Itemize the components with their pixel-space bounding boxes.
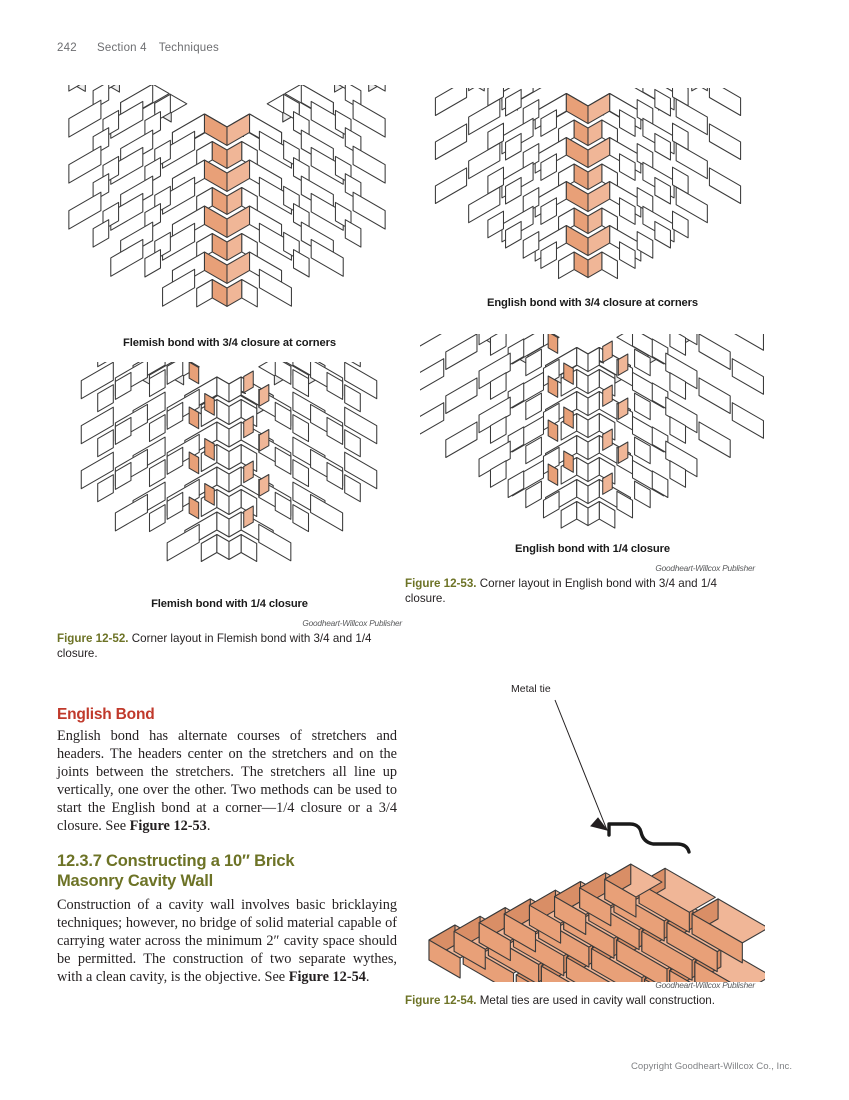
figure-12-52-panel-b-label: Flemish bond with 1/4 closure bbox=[151, 598, 308, 610]
figure-12-54-caption bbox=[405, 993, 755, 1008]
english-bond-figure-ref: Figure 12-53 bbox=[129, 818, 207, 835]
cavity-wall-paragraph-end: . bbox=[365, 968, 370, 985]
flemish-bond-14-closure-illustration bbox=[57, 362, 402, 594]
figure-12-52-caption-block bbox=[57, 618, 402, 662]
figure-12-52-credit: Goodheart-Willcox Publisher bbox=[302, 618, 402, 628]
cavity-wall-paragraph bbox=[57, 896, 397, 986]
english-bond-paragraph-text: English bond has alternate courses of stretchers and headers. The headers center on the stretchers and on the joints between the stretchers. The stretchers all line up vertically, one over the other. Two methods can be used to start the English bond at a corner—1/4 closure or a 3/4 closure. See bbox=[57, 728, 397, 835]
cavity-wall-section bbox=[57, 852, 397, 986]
figure-12-53-panel-a bbox=[420, 88, 765, 309]
figure-12-53-credit: Goodheart-Willcox Publisher bbox=[655, 563, 755, 573]
figure-12-52-caption-text: Corner layout in Flemish bond with 3/4 and 1/4 closure. bbox=[57, 632, 372, 661]
english-bond-paragraph bbox=[57, 727, 397, 835]
figure-12-53-caption bbox=[405, 576, 755, 607]
metal-tie-label: Metal tie bbox=[511, 683, 551, 695]
flemish-bond-34-closure-illustration bbox=[57, 85, 402, 333]
figure-12-54-number: Figure 12-54. bbox=[405, 994, 477, 1007]
page-number: 242 bbox=[57, 42, 77, 54]
cavity-wall-figure-ref: Figure 12-54 bbox=[288, 968, 366, 985]
cavity-wall-heading-line2: Masonry Cavity Wall bbox=[57, 871, 214, 890]
english-bond-section bbox=[57, 706, 397, 835]
figure-12-54-credit: Goodheart-Willcox Publisher bbox=[655, 980, 755, 990]
cavity-wall-paragraph-text: Construction of a cavity wall involves basic bricklaying techniques; however, no bridge of solid material capable of carrying water across the minimum 2″ cavity space should be permitted. The construction of two separate wythes, with a clean cavity, is the objective. See bbox=[57, 896, 397, 985]
figure-12-52-panel-a bbox=[57, 85, 402, 349]
figure-12-52-caption bbox=[57, 631, 402, 662]
figure-12-54-panel bbox=[415, 672, 765, 982]
english-bond-14-closure-illustration bbox=[420, 334, 765, 539]
figure-12-53-caption-block bbox=[405, 563, 755, 607]
figure-12-53-panel-b-label: English bond with 1/4 closure bbox=[515, 543, 670, 555]
english-bond-paragraph-end: . bbox=[206, 818, 211, 835]
cavity-wall-heading-line1: 12.3.7 Constructing a 10″ Brick bbox=[57, 852, 295, 870]
figure-12-52-panel-a-label: Flemish bond with 3/4 closure at corners bbox=[123, 337, 336, 349]
copyright-footer: Copyright Goodheart-Willcox Co., Inc. bbox=[630, 1061, 792, 1072]
figure-12-53-number: Figure 12-53. bbox=[405, 577, 477, 590]
figure-12-52-panel-b bbox=[57, 362, 402, 610]
figure-12-53-caption-text: Corner layout in English bond with 3/4 and 1/4 closure. bbox=[405, 577, 717, 606]
section-number: Section 4 bbox=[97, 42, 147, 54]
figure-12-53-panel-a-label: English bond with 3/4 closure at corners bbox=[486, 297, 699, 309]
running-head bbox=[57, 42, 219, 54]
figure-12-54-caption-block bbox=[405, 980, 755, 1008]
cavity-wall-metal-tie-illustration bbox=[415, 672, 765, 982]
english-bond-heading: English Bond bbox=[57, 706, 155, 723]
figure-12-52-number: Figure 12-52. bbox=[57, 632, 129, 645]
cavity-wall-heading bbox=[57, 852, 397, 892]
english-bond-34-closure-illustration bbox=[420, 88, 765, 293]
section-title: Techniques bbox=[158, 42, 219, 54]
figure-12-54-caption-text: Metal ties are used in cavity wall construction. bbox=[479, 994, 715, 1007]
figure-12-53-panel-b bbox=[420, 334, 765, 555]
